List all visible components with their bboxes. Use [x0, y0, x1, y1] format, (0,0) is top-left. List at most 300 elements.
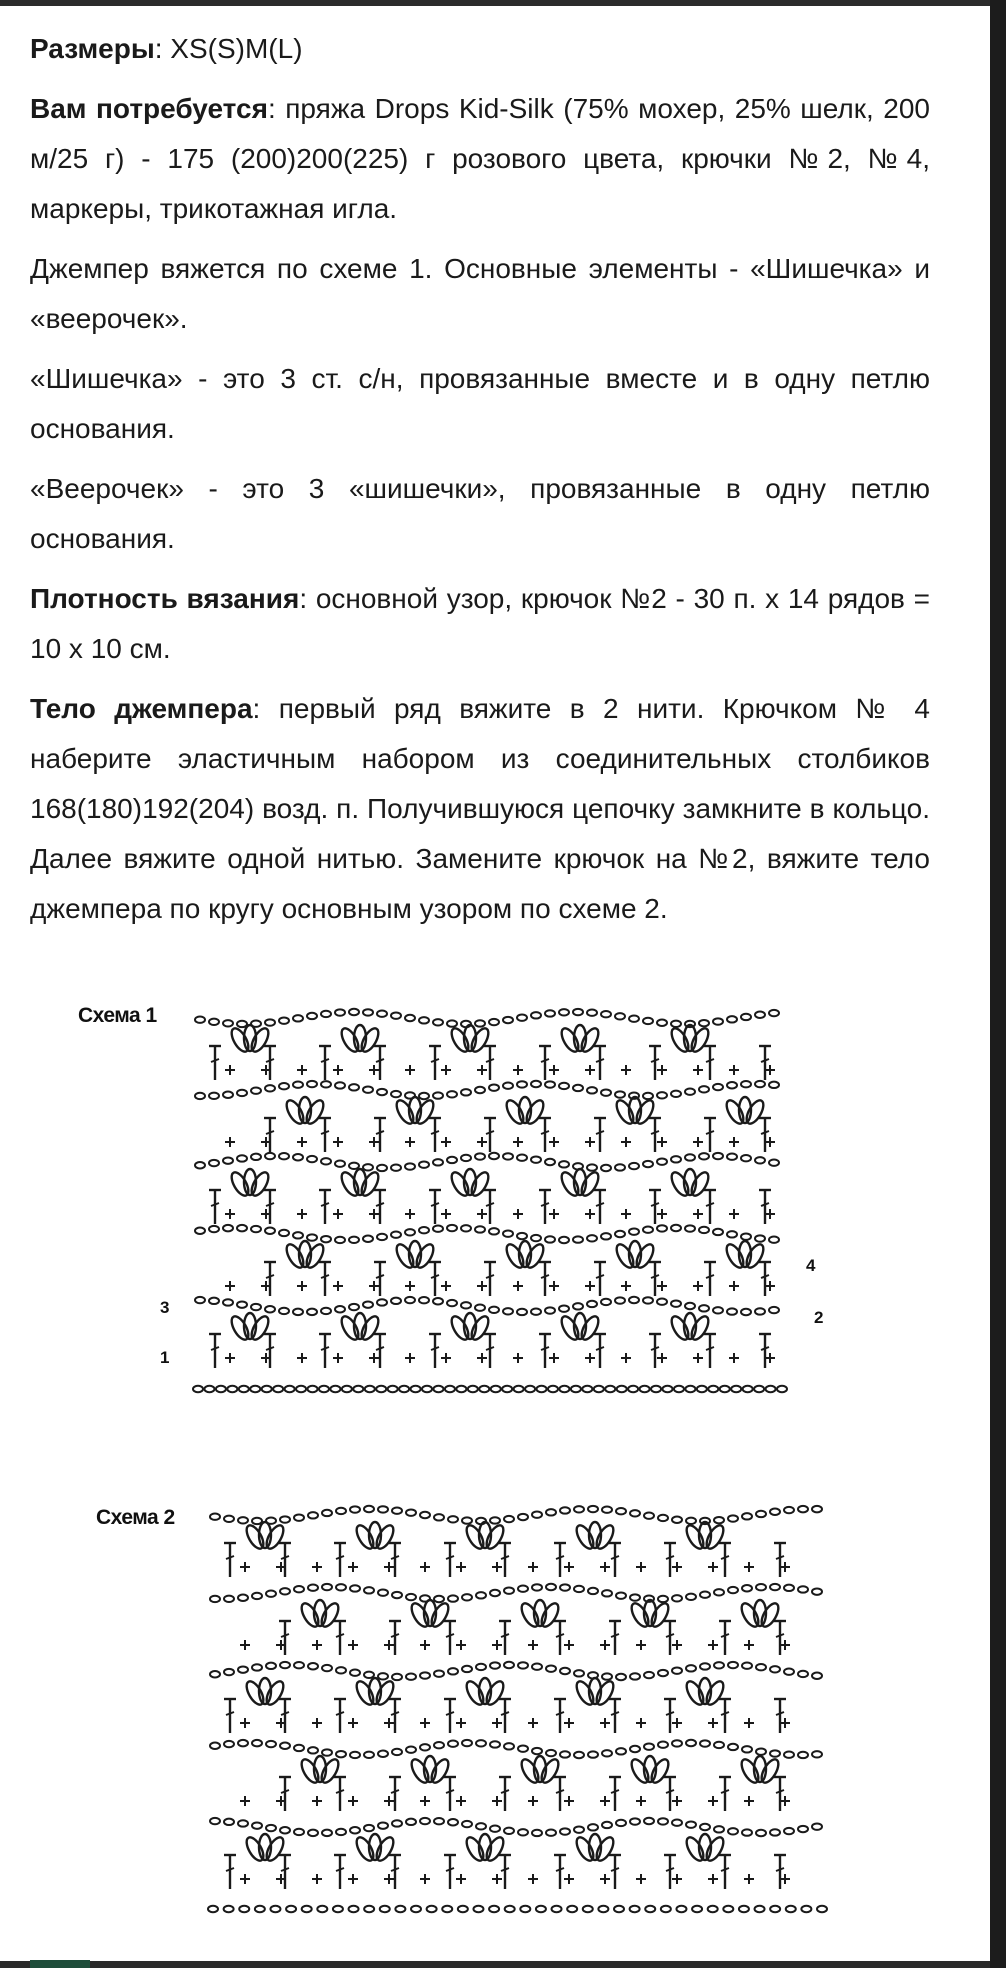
chain-stitch-symbol — [308, 1830, 318, 1836]
chain-stitch-symbol — [728, 1662, 738, 1668]
chain-stitch-symbol — [573, 1236, 583, 1242]
chain-stitch-symbol — [406, 1509, 416, 1515]
chain-stitch-symbol — [770, 1509, 780, 1515]
chain-stitch-symbol — [307, 1309, 317, 1315]
bobble-stitch-symbol — [633, 1098, 656, 1127]
chain-stitch-symbol — [458, 1906, 468, 1912]
chain-stitch-symbol — [461, 1302, 471, 1308]
chain-stitch-symbol — [545, 1010, 555, 1016]
bobble-paragraph: «Шишечка» - это 3 ст. с/н, провязанные вместе и в одну петлю основания. — [30, 363, 930, 444]
chain-stitch-symbol — [699, 1020, 709, 1026]
double-crochet-bar — [541, 1347, 549, 1350]
double-crochet-bar — [611, 1634, 619, 1637]
bobble-stitch-symbol — [483, 1835, 506, 1864]
chain-stitch-symbol — [630, 1510, 640, 1516]
chain-stitch-symbol — [801, 1906, 811, 1912]
chain-stitch-symbol — [546, 1584, 556, 1590]
bobble-stitch-symbol — [428, 1601, 451, 1630]
chain-stitch-symbol — [363, 1009, 373, 1015]
bobble-stitch-symbol — [318, 1601, 341, 1630]
chain-stitch-symbol — [755, 1235, 765, 1241]
chain-stitch-symbol — [461, 1225, 471, 1231]
chain-stitch-symbol — [671, 1300, 681, 1306]
chain-stitch-symbol — [727, 1082, 737, 1088]
chain-stitch-symbol — [419, 1297, 429, 1303]
chain-stitch-symbol — [503, 1308, 513, 1314]
bobble-stitch-symbol — [428, 1757, 451, 1786]
chain-stitch-symbol — [658, 1596, 668, 1602]
double-crochet-bar — [446, 1868, 454, 1871]
chain-stitch-symbol — [391, 1165, 401, 1171]
chain-stitch-symbol — [601, 1233, 611, 1239]
chain-stitch-symbol — [741, 1309, 751, 1315]
chain-stitch-symbol — [251, 1154, 261, 1160]
chain-stitch-symbol — [643, 1093, 653, 1099]
chain-stitch-symbol — [447, 1157, 457, 1163]
chain-stitch-symbol — [685, 1386, 695, 1392]
bobble-stitch-symbol — [358, 1314, 381, 1343]
chain-stitch-symbol — [644, 1512, 654, 1518]
double-crochet-bar — [266, 1059, 274, 1062]
bobble-stitch-symbol — [758, 1757, 781, 1786]
chain-stitch-symbol — [602, 1590, 612, 1596]
chain-stitch-symbol — [602, 1750, 612, 1756]
chain-stitch-symbol — [616, 1592, 626, 1598]
chain-stitch-symbol — [489, 1153, 499, 1159]
bobble-stitch-symbol — [578, 1314, 601, 1343]
double-crochet-bar — [501, 1868, 509, 1871]
chain-stitch-symbol — [419, 1227, 429, 1233]
chain-stitch-symbol — [308, 1386, 318, 1392]
chain-stitch-symbol — [657, 1158, 667, 1164]
chain-stitch-symbol — [798, 1752, 808, 1758]
chain-stitch-symbol — [307, 1156, 317, 1162]
chain-stitch-symbol — [210, 1743, 220, 1749]
chain-stitch-symbol — [378, 1822, 388, 1828]
chain-stitch-symbol — [250, 1386, 260, 1392]
double-crochet-bar — [486, 1203, 494, 1206]
scheme1-row-1: 1 — [160, 1348, 170, 1367]
double-crochet-bar — [266, 1203, 274, 1206]
chain-stitch-symbol — [671, 1156, 681, 1162]
double-crochet-bar — [761, 1131, 769, 1134]
chain-stitch-symbol — [546, 1830, 556, 1836]
chain-stitch-symbol — [720, 1386, 730, 1392]
chain-stitch-symbol — [349, 1237, 359, 1243]
chain-stitch-symbol — [462, 1666, 472, 1672]
chain-stitch-symbol — [433, 1298, 443, 1304]
chain-stitch-symbol — [336, 1584, 346, 1590]
chain-stitch-symbol — [265, 1153, 275, 1159]
chain-stitch-symbol — [700, 1740, 710, 1746]
chain-stitch-symbol — [468, 1386, 478, 1392]
chain-stitch-symbol — [350, 1585, 360, 1591]
chain-stitch-symbol — [559, 1305, 569, 1311]
chain-stitch-symbol — [280, 1743, 290, 1749]
chain-stitch-symbol — [224, 1596, 234, 1602]
double-crochet-bar — [706, 1347, 714, 1350]
chain-stitch-symbol — [434, 1514, 444, 1520]
chain-stitch-symbol — [411, 1386, 421, 1392]
chain-stitch-symbol — [448, 1668, 458, 1674]
chain-stitch-symbol — [364, 1587, 374, 1593]
bobble-stitch-symbol — [413, 1242, 436, 1271]
chain-stitch-symbol — [559, 1161, 569, 1167]
chain-stitch-symbol — [676, 1906, 686, 1912]
double-crochet-bar — [486, 1275, 494, 1278]
chain-stitch-symbol — [377, 1234, 387, 1240]
chain-stitch-symbol — [280, 1662, 290, 1668]
gauge-value: : основной узор, крючок №2 - 30 п. х 14 рядов = 10 х 10 см. — [30, 583, 931, 664]
double-crochet-bar — [446, 1790, 454, 1793]
chain-stitch-symbol — [321, 1236, 331, 1242]
bobble-stitch-symbol — [358, 1170, 381, 1199]
chain-stitch-symbol — [476, 1740, 486, 1746]
double-crochet-bar — [761, 1275, 769, 1278]
chain-stitch-symbol — [598, 1906, 608, 1912]
chain-stitch-symbol — [812, 1823, 822, 1829]
chain-stitch-symbol — [448, 1516, 458, 1522]
chain-stitch-symbol — [741, 1081, 751, 1087]
double-crochet-bar — [761, 1347, 769, 1350]
body-label: Тело джемпера — [30, 693, 253, 724]
chain-stitch-symbol — [223, 1020, 233, 1026]
double-crochet-bar — [611, 1712, 619, 1715]
bobble-stitch-symbol — [703, 1679, 726, 1708]
chain-stitch-symbol — [456, 1386, 466, 1392]
chain-stitch-symbol — [616, 1820, 626, 1826]
chain-stitch-symbol — [699, 1153, 709, 1159]
chain-stitch-symbol — [629, 1015, 639, 1021]
chain-stitch-symbol — [559, 1009, 569, 1015]
double-crochet-bar — [721, 1634, 729, 1637]
scrollbar[interactable] — [990, 0, 1006, 1968]
chain-stitch-symbol — [195, 1162, 205, 1168]
chain-stitch-symbol — [798, 1506, 808, 1512]
chain-stitch-symbol — [461, 1089, 471, 1095]
chain-stitch-symbol — [447, 1091, 457, 1097]
double-crochet-bar — [336, 1868, 344, 1871]
chain-stitch-symbol — [742, 1662, 752, 1668]
scheme1-row-4: 4 — [806, 1256, 816, 1275]
chain-stitch-symbol — [363, 1086, 373, 1092]
bobble-stitch-symbol — [523, 1098, 546, 1127]
double-crochet-bar — [321, 1347, 329, 1350]
chain-stitch-symbol — [517, 1014, 527, 1020]
chain-stitch-symbol — [491, 1386, 501, 1392]
chain-stitch-symbol — [594, 1386, 604, 1392]
double-crochet-bar — [321, 1275, 329, 1278]
double-crochet-bar — [211, 1347, 219, 1350]
chain-stitch-symbol — [321, 1158, 331, 1164]
bobble-stitch-symbol — [318, 1757, 341, 1786]
chain-stitch-symbol — [769, 1082, 779, 1088]
chain-stitch-symbol — [531, 1235, 541, 1241]
chain-stitch-symbol — [532, 1511, 542, 1517]
chain-stitch-symbol — [517, 1233, 527, 1239]
chain-stitch-symbol — [237, 1021, 247, 1027]
chain-stitch-symbol — [279, 1153, 289, 1159]
chain-stitch-symbol — [406, 1819, 416, 1825]
double-crochet-bar — [651, 1275, 659, 1278]
chain-stitch-symbol — [723, 1906, 733, 1912]
chain-stitch-symbol — [224, 1906, 234, 1912]
chain-stitch-symbol — [308, 1747, 318, 1753]
chain-stitch-symbol — [671, 1225, 681, 1231]
chain-stitch-symbol — [643, 1297, 653, 1303]
bobble-stitch-symbol — [538, 1601, 561, 1630]
double-crochet-bar — [556, 1712, 564, 1715]
chain-stitch-symbol — [216, 1386, 226, 1392]
bobble-stitch-symbol — [248, 1026, 271, 1055]
double-crochet-bar — [226, 1712, 234, 1715]
double-crochet-bar — [281, 1712, 289, 1715]
chain-stitch-symbol — [727, 1308, 737, 1314]
chain-stitch-symbol — [434, 1742, 444, 1748]
chain-stitch-symbol — [714, 1662, 724, 1668]
double-crochet-bar — [596, 1275, 604, 1278]
double-crochet-bar — [706, 1131, 714, 1134]
chain-stitch-symbol — [195, 1093, 205, 1099]
chain-stitch-symbol — [657, 1298, 667, 1304]
sizes-paragraph — [30, 24, 930, 74]
chain-stitch-symbol — [545, 1081, 555, 1087]
double-crochet-bar — [666, 1868, 674, 1871]
chain-stitch-symbol — [741, 1014, 751, 1020]
chain-stitch-symbol — [489, 1084, 499, 1090]
scheme1-label: Схема 1 — [78, 1004, 157, 1027]
chain-stitch-symbol — [420, 1818, 430, 1824]
chain-stitch-symbol — [766, 1386, 776, 1392]
chain-stitch-symbol — [644, 1743, 654, 1749]
double-crochet-bar — [776, 1868, 784, 1871]
body-value: : первый ряд вяжите в 2 нити. Крючком № 4 наберите эластичным набором из соединительных столбиков 168(180)192(204) возд. п. Получившуюся цепочку замкните в кольцо. Далее вяжите одной нитью. Замените крючок на №2, вяжите тело джемпера по кругу основным узором по схеме 2. — [30, 693, 930, 924]
chain-stitch-symbol — [798, 1586, 808, 1592]
chain-stitch-symbol — [713, 1307, 723, 1313]
chain-stitch-symbol — [518, 1829, 528, 1835]
double-crochet-bar — [431, 1059, 439, 1062]
chain-stitch-symbol — [252, 1664, 262, 1670]
chain-stitch-symbol — [560, 1584, 570, 1590]
chain-stitch-symbol — [294, 1829, 304, 1835]
chain-stitch-symbol — [388, 1386, 398, 1392]
chain-stitch-symbol — [672, 1517, 682, 1523]
bobble-stitch-symbol — [758, 1601, 781, 1630]
bobble-stitch-symbol — [483, 1679, 506, 1708]
chain-stitch-symbol — [265, 1019, 275, 1025]
bobble-stitch-symbol — [578, 1026, 601, 1055]
chain-stitch-symbol — [322, 1830, 332, 1836]
chain-stitch-symbol — [490, 1517, 500, 1523]
chain-stitch-symbol — [434, 1596, 444, 1602]
double-crochet-bar — [281, 1790, 289, 1793]
chain-stitch-symbol — [445, 1386, 455, 1392]
double-crochet-bar — [281, 1556, 289, 1559]
chain-stitch-symbol — [307, 1081, 317, 1087]
chain-stitch-symbol — [307, 1013, 317, 1019]
double-crochet-bar — [431, 1203, 439, 1206]
chain-stitch-symbol — [728, 1587, 738, 1593]
chain-stitch-symbol — [349, 1304, 359, 1310]
double-crochet-bar — [556, 1634, 564, 1637]
chain-stitch-symbol — [503, 1082, 513, 1088]
chain-stitch-symbol — [755, 1308, 765, 1314]
chain-stitch-symbol — [742, 1746, 752, 1752]
chain-stitch-symbol — [532, 1830, 542, 1836]
chain-stitch-symbol — [505, 1906, 515, 1912]
double-crochet-bar — [281, 1634, 289, 1637]
bobble-stitch-symbol — [263, 1679, 286, 1708]
chain-stitch-symbol — [700, 1824, 710, 1830]
chain-stitch-symbol — [756, 1664, 766, 1670]
chain-stitch-symbol — [489, 1307, 499, 1313]
chain-stitch-symbol — [266, 1825, 276, 1831]
chain-stitch-symbol — [434, 1818, 444, 1824]
chain-stitch-symbol — [770, 1666, 780, 1672]
chain-stitch-symbol — [475, 1087, 485, 1093]
chain-stitch-symbol — [447, 1300, 457, 1306]
chain-stitch-symbol — [307, 1234, 317, 1240]
chain-stitch-symbol — [285, 1386, 295, 1392]
chain-stitch-symbol — [546, 1750, 556, 1756]
chain-stitch-symbol — [582, 1386, 592, 1392]
chain-stitch-symbol — [224, 1516, 234, 1522]
chain-stitch-symbol — [322, 1749, 332, 1755]
scheme1-row-2: 2 — [814, 1308, 824, 1327]
double-crochet-bar — [651, 1347, 659, 1350]
chain-stitch-symbol — [661, 1906, 671, 1912]
chain-stitch-symbol — [265, 1228, 275, 1234]
chain-stitch-symbol — [448, 1595, 458, 1601]
chain-stitch-symbol — [714, 1517, 724, 1523]
bottom-edge-mark — [30, 1960, 90, 1968]
chain-stitch-symbol — [770, 1906, 780, 1912]
double-crochet-bar — [706, 1275, 714, 1278]
chain-stitch-symbol — [514, 1386, 524, 1392]
chain-stitch-symbol — [502, 1386, 512, 1392]
chain-stitch-symbol — [517, 1309, 527, 1315]
chain-stitch-symbol — [525, 1386, 535, 1392]
chain-stitch-symbol — [280, 1516, 290, 1522]
chain-stitch-symbol — [671, 1091, 681, 1097]
chain-stitch-symbol — [419, 1017, 429, 1023]
chain-stitch-symbol — [657, 1020, 667, 1026]
chain-stitch-symbol — [475, 1304, 485, 1310]
double-crochet-bar — [391, 1712, 399, 1715]
chain-stitch-symbol — [741, 1233, 751, 1239]
pattern-text — [30, 24, 930, 944]
chain-stitch-symbol — [601, 1299, 611, 1305]
chain-stitch-symbol — [798, 1671, 808, 1677]
double-crochet-bar — [336, 1712, 344, 1715]
double-crochet-bar — [596, 1347, 604, 1350]
chain-stitch-symbol — [461, 1155, 471, 1161]
chain-stitch-symbol — [769, 1237, 779, 1243]
chain-stitch-symbol — [616, 1748, 626, 1754]
chain-stitch-symbol — [376, 1386, 386, 1392]
chain-stitch-symbol — [672, 1667, 682, 1673]
chain-stitch-symbol — [587, 1164, 597, 1170]
chain-stitch-symbol — [651, 1386, 661, 1392]
chain-stitch-symbol — [490, 1825, 500, 1831]
chain-stitch-symbol — [630, 1673, 640, 1679]
double-crochet-bar — [431, 1347, 439, 1350]
bobble-stitch-symbol — [303, 1242, 326, 1271]
chain-stitch-symbol — [433, 1386, 443, 1392]
chain-stitch-symbol — [574, 1586, 584, 1592]
double-crochet-bar — [651, 1059, 659, 1062]
chain-stitch-symbol — [353, 1386, 363, 1392]
bobble-stitch-symbol — [523, 1242, 546, 1271]
chain-stitch-symbol — [399, 1386, 409, 1392]
chain-stitch-symbol — [602, 1822, 612, 1828]
double-crochet-bar — [611, 1790, 619, 1793]
chain-stitch-symbol — [657, 1092, 667, 1098]
double-crochet-bar — [596, 1131, 604, 1134]
double-crochet-bar — [541, 1275, 549, 1278]
bobble-stitch-symbol — [703, 1523, 726, 1552]
chain-stitch-symbol — [266, 1741, 276, 1747]
chain-stitch-symbol — [251, 1226, 261, 1232]
double-crochet-bar — [446, 1712, 454, 1715]
chain-stitch-symbol — [756, 1584, 766, 1590]
chain-stitch-symbol — [476, 1664, 486, 1670]
chain-stitch-symbol — [756, 1830, 766, 1836]
chain-stitch-symbol — [742, 1585, 752, 1591]
chain-stitch-symbol — [380, 1906, 390, 1912]
chain-stitch-symbol — [406, 1594, 416, 1600]
chain-stitch-symbol — [601, 1165, 611, 1171]
chain-stitch-symbol — [531, 1012, 541, 1018]
chain-stitch-symbol — [336, 1667, 346, 1673]
chain-stitch-symbol — [630, 1746, 640, 1752]
chain-stitch-symbol — [629, 1297, 639, 1303]
chain-stitch-symbol — [741, 1155, 751, 1161]
chain-stitch-symbol — [573, 1009, 583, 1015]
materials-paragraph — [30, 84, 930, 234]
bobble-stitch-symbol — [648, 1601, 671, 1630]
document-page — [0, 6, 1006, 1961]
double-crochet-bar — [336, 1634, 344, 1637]
chain-stitch-symbol — [336, 1751, 346, 1757]
chain-stitch-symbol — [700, 1663, 710, 1669]
chain-stitch-symbol — [447, 1225, 457, 1231]
chain-stitch-symbol — [812, 1751, 822, 1757]
chain-stitch-symbol — [708, 1906, 718, 1912]
chain-stitch-symbol — [293, 1232, 303, 1238]
chain-stitch-symbol — [473, 1906, 483, 1912]
chain-stitch-symbol — [391, 1231, 401, 1237]
chain-stitch-symbol — [238, 1517, 248, 1523]
chain-stitch-symbol — [209, 1298, 219, 1304]
chain-stitch-symbol — [208, 1906, 218, 1912]
chain-stitch-symbol — [336, 1508, 346, 1514]
chain-stitch-symbol — [210, 1818, 220, 1824]
bobble-stitch-symbol — [263, 1835, 286, 1864]
chain-stitch-symbol — [350, 1506, 360, 1512]
fan-paragraph: «Веерочек» - это 3 «шишечки», провязанные в одну петлю основания. — [30, 473, 930, 554]
chain-stitch-symbol — [476, 1592, 486, 1598]
chain-stitch-symbol — [728, 1744, 738, 1750]
chain-stitch-symbol — [812, 1588, 822, 1594]
double-crochet-bar — [721, 1868, 729, 1871]
chain-stitch-symbol — [490, 1662, 500, 1668]
chain-stitch-symbol — [238, 1666, 248, 1672]
chain-stitch-symbol — [574, 1826, 584, 1832]
chain-stitch-symbol — [349, 1009, 359, 1015]
chain-stitch-symbol — [237, 1090, 247, 1096]
chain-stitch-symbol — [405, 1297, 415, 1303]
